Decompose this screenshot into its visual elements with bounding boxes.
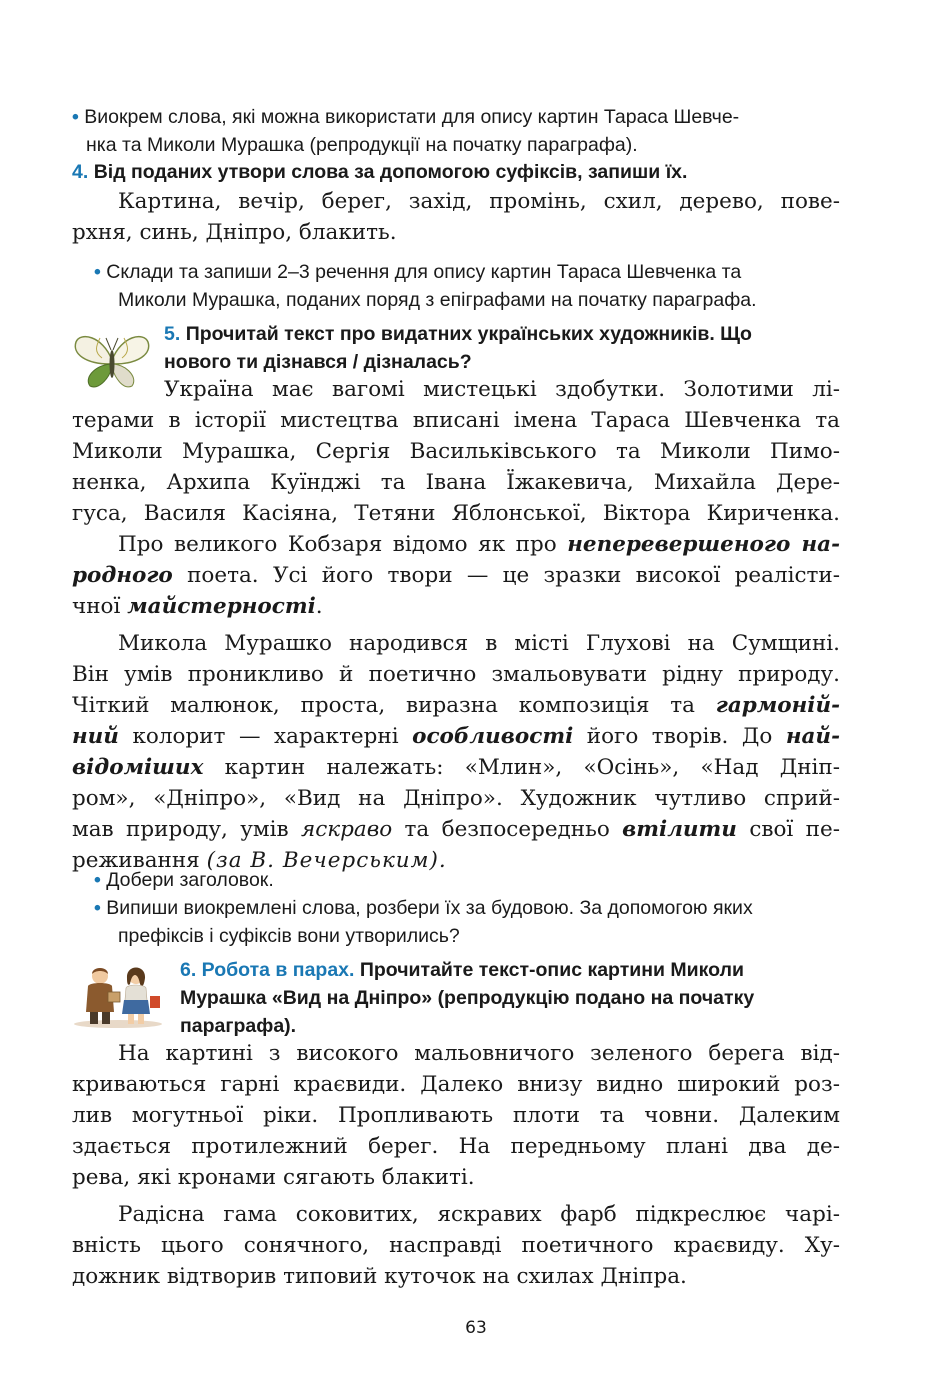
bullet-task-4: • Склади та запиши 2–3 речення для опису картин Тараса Шевченка та Миколи Мурашка, поданих поряд з епіграфами на початку параграфа. bbox=[94, 261, 757, 311]
exercise-5-text: Україна має вагомі мистецькі здобутки. Золотими лі- терами в історії мистецтва вписані імена Тараса Шевченка та Миколи Мурашка, Сергія Васильківського та Миколи Пимо- ненка, Архипа Куїнджі та Івана Їжакевича, Михайла Дере- гуса, Василя Касіяна, Тетяни Яблонської, Віктора Кириченка. Про великого Кобзаря відомо як про неперевершеного на- родного поета. Усі його твори — це зразки високої реалісти- чної майстерності. Микола Мурашко народився в місті Глухові на Сумщині. Він умів проникливо й поетично змальовувати рідну природу. Чіткий малюнок, проста, виразна композиція та гармоній- ний колорит — характерні особливості його творів. До най- відоміших картин належать: «Млин», «Осінь», «Над Дніп- ром», «Дніпро», «Вид на Дніпро». Художник чутливо сприй- мав природу, умів яскраво та безпосередньо втілити свої пе- реживання (за В. Вечерським). bbox=[72, 377, 840, 873]
bullet-marker: • bbox=[72, 106, 79, 128]
exercise-6-text: На картині з високого мальовничого зеленого берега від- криваються гарні краєвиди. Далеко внизу видно широкий роз- лив могутньої ріки. Пропливають плоти та човни. Далеким здається протилежний берег. На передньому плані два де- рева, які кронами сягають блакиті. Радісна гама соковитих, яскравих фарб підкреслює чарі- вність цього сонячного, насправді поетичного краєвиду. Ху- дожник відтворив типовий куточок на схилах Дніпра. bbox=[72, 1041, 840, 1289]
pair-work-icon bbox=[72, 962, 164, 1028]
exercise-6-heading: 6. Робота в парах. Прочитайте текст-опис картини Миколи Мурашка «Вид на Дніпро» (репродукцію подано на початку параграфа). bbox=[180, 959, 755, 1037]
exercise-5-heading: 5. Прочитай текст про видатних українських художників. Що нового ти дізнався / дізналась? bbox=[164, 323, 752, 373]
exercise-5-bullets: • Добери заголовок. • Випиши виокремлені слова, розбери їх за будовою. За допомогою яких префіксів і суфіксів вони утворились? bbox=[94, 869, 753, 947]
exercise-4-words: Картина, вечір, берег, захід, промінь, схил, дерево, пове- рхня, синь, Дніпро, блакить. bbox=[72, 189, 840, 245]
paragraph-murashko: Микола Мурашко народився в місті Глухові на Сумщині. bbox=[118, 631, 840, 656]
exercise-4-heading: 4. Від поданих утвори слова за допомогою суфіксів, запиши їх. bbox=[72, 161, 688, 183]
page-number: 63 bbox=[465, 1318, 487, 1338]
bullet-task-1: • Виокрем слова, які можна використати для опису картин Тараса Шевче- нка та Миколи Мурашка (репродукції на початку параграфа). bbox=[72, 106, 740, 156]
paragraph-kobzar: Про великого Кобзаря відомо як про неперевершеного на- bbox=[118, 532, 840, 557]
